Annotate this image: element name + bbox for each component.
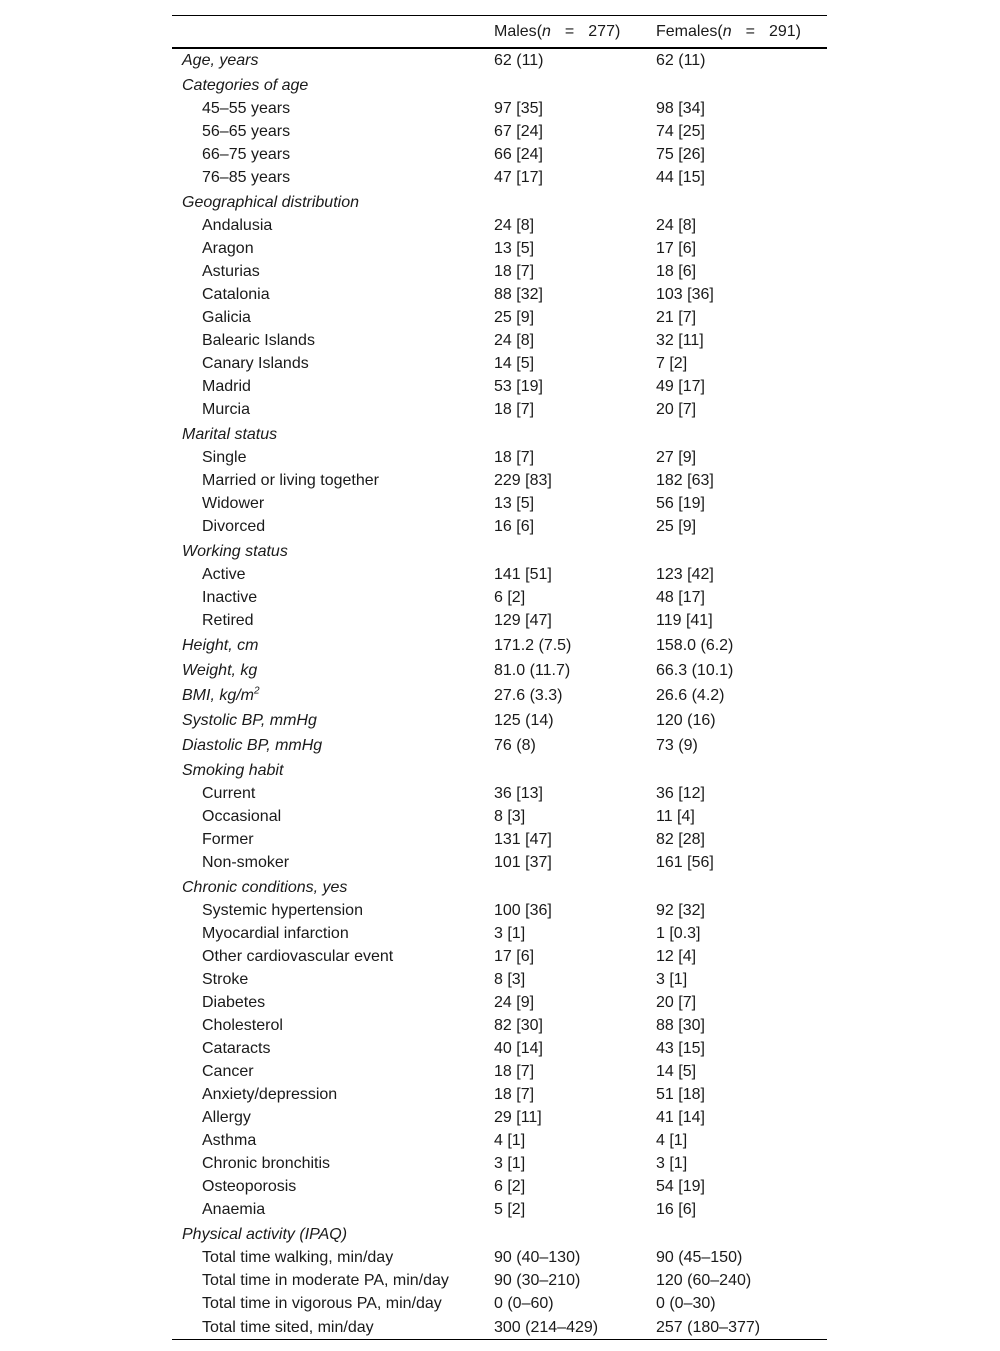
males-value: 67 [24] <box>494 123 543 140</box>
table-row <box>172 469 827 492</box>
males-value: 300 (214–429) <box>484 1315 646 1340</box>
males-value: 3 [1] <box>494 1155 526 1172</box>
females-value: 3 [1] <box>656 1155 688 1172</box>
table-row <box>172 421 827 446</box>
females-value: 11 [4] <box>656 808 695 825</box>
females-value: 98 [34] <box>656 100 705 117</box>
males-value: 62 (11) <box>494 52 544 69</box>
row-item-label <box>172 1152 484 1175</box>
males-value: 29 [11] <box>494 1109 542 1126</box>
row-label-text: Systemic hypertension <box>202 902 363 919</box>
row-item-label <box>172 968 484 991</box>
table-row <box>172 189 827 214</box>
males-value: 13 [5] <box>494 240 535 257</box>
table-row <box>172 609 827 632</box>
row-item-label <box>172 237 484 260</box>
females-value: 73 (9) <box>656 737 698 754</box>
males-value: 6 [2] <box>494 589 526 606</box>
header-females-label: Females <box>656 22 718 40</box>
males-value: 18 [7] <box>494 449 535 466</box>
header-males-label: Males <box>494 22 537 40</box>
table-row <box>172 1246 827 1269</box>
row-item-label <box>172 563 484 586</box>
table-header <box>172 16 827 49</box>
males-value: 24 [8] <box>494 217 535 234</box>
table-row <box>172 1152 827 1175</box>
females-value: 3 [1] <box>656 971 688 988</box>
row-label-superscript: 2 <box>254 685 260 697</box>
males-value: 82 [30] <box>494 1017 543 1034</box>
males-value: 81.0 (11.7) <box>494 662 571 679</box>
table-row <box>172 586 827 609</box>
row-category-label <box>172 657 484 682</box>
row-item-label <box>172 805 484 828</box>
row-label-text: Married or living together <box>202 472 379 489</box>
row-item-label <box>172 260 484 283</box>
characteristics-table <box>172 15 827 1340</box>
row-item-label <box>172 1060 484 1083</box>
table-row <box>172 1198 827 1221</box>
females-value: 82 [28] <box>656 831 705 848</box>
row-item-label <box>172 1037 484 1060</box>
row-item-label <box>172 899 484 922</box>
females-value: 49 [17] <box>656 378 705 395</box>
males-value: 8 [3] <box>494 971 526 988</box>
row-item-label <box>172 446 484 469</box>
table-row <box>172 707 827 732</box>
row-label-text: Height, cm <box>182 637 259 654</box>
row-label-text: Anxiety/depression <box>202 1086 338 1103</box>
males-value: 90 (30–210) <box>494 1272 581 1289</box>
row-label-text: Balearic Islands <box>202 332 315 349</box>
table-row <box>172 352 827 375</box>
females-value: 26.6 (4.2) <box>656 687 725 704</box>
row-label-text: Weight, kg <box>182 662 258 679</box>
females-value: 44 [15] <box>656 169 705 186</box>
females-value: 120 (60–240) <box>656 1272 752 1289</box>
males-value: 0 (0–60) <box>494 1295 554 1312</box>
females-value: 43 [15] <box>656 1040 705 1057</box>
row-label-text: 56–65 years <box>202 123 291 140</box>
table-row <box>172 1083 827 1106</box>
males-value: 141 [51] <box>494 566 552 583</box>
row-category-label <box>172 72 484 97</box>
females-value: 48 [17] <box>656 589 705 606</box>
females-value: 66.3 (10.1) <box>656 662 734 679</box>
males-value: 229 [83] <box>494 472 552 489</box>
table-row <box>172 899 827 922</box>
females-value: 119 [41] <box>656 612 713 629</box>
males-value: 24 [8] <box>494 332 535 349</box>
females-value: 103 [36] <box>656 286 714 303</box>
males-value: 6 [2] <box>494 1178 526 1195</box>
row-label-text: Asthma <box>202 1132 257 1149</box>
table-row <box>172 945 827 968</box>
row-label-text: Marital status <box>182 426 278 443</box>
table-row <box>172 143 827 166</box>
row-label-text: Inactive <box>202 589 258 606</box>
females-value: 25 [9] <box>656 518 697 535</box>
females-value <box>646 1221 827 1246</box>
females-value: 56 [19] <box>656 495 705 512</box>
females-value: 20 [7] <box>656 401 697 418</box>
row-label-text: Cholesterol <box>202 1017 283 1034</box>
males-value: 18 [7] <box>494 401 535 418</box>
table-row <box>172 166 827 189</box>
row-label-text: Geographical distribution <box>182 194 359 211</box>
row-category-label <box>172 1221 484 1246</box>
row-label-text: BMI, kg/m <box>182 687 255 704</box>
row-label-text: Diastolic BP, mmHg <box>182 737 323 754</box>
row-item-label <box>172 1198 484 1221</box>
table-row <box>172 538 827 563</box>
table-row <box>172 237 827 260</box>
males-value <box>484 189 646 214</box>
males-value: 36 [13] <box>494 785 543 802</box>
row-item-label <box>172 1269 484 1292</box>
females-value: 182 [63] <box>656 472 714 489</box>
females-value: 90 (45–150) <box>656 1249 743 1266</box>
males-value: 40 [14] <box>494 1040 543 1057</box>
table-row <box>172 991 827 1014</box>
table-row <box>172 398 827 421</box>
females-value: 27 [9] <box>656 449 697 466</box>
males-value <box>484 421 646 446</box>
row-category-label <box>172 682 484 707</box>
row-label-text: Aragon <box>202 240 254 257</box>
males-value: 129 [47] <box>494 612 552 629</box>
row-label-text: Stroke <box>202 971 249 988</box>
females-value: 17 [6] <box>656 240 697 257</box>
row-label-text: Cancer <box>202 1063 254 1080</box>
characteristics-table-container <box>172 15 827 1340</box>
females-value: 7 [2] <box>656 355 688 372</box>
males-value <box>484 72 646 97</box>
table-row <box>172 563 827 586</box>
table-row <box>172 1037 827 1060</box>
table-row <box>172 851 827 874</box>
females-value <box>646 757 827 782</box>
table-row <box>172 657 827 682</box>
females-value: 36 [12] <box>656 785 705 802</box>
row-item-label <box>172 922 484 945</box>
table-row <box>172 515 827 538</box>
header-females-n-value: 291) <box>768 22 801 40</box>
row-category-label <box>172 757 484 782</box>
row-item-label <box>172 1315 484 1340</box>
row-label-text: Total time in moderate PA, min/day <box>202 1272 449 1289</box>
table-row <box>172 329 827 352</box>
males-value: 5 [2] <box>494 1201 526 1218</box>
females-value: 123 [42] <box>656 566 714 583</box>
males-value: 100 [36] <box>494 902 552 919</box>
row-label-text: Catalonia <box>202 286 270 303</box>
row-label-text: Former <box>202 831 254 848</box>
females-value: 24 [8] <box>656 217 697 234</box>
row-label-text: Current <box>202 785 256 802</box>
table-row <box>172 782 827 805</box>
females-value: 54 [19] <box>656 1178 705 1195</box>
row-item-label <box>172 469 484 492</box>
males-value <box>484 1221 646 1246</box>
row-label-text: Andalusia <box>202 217 273 234</box>
table-row <box>172 968 827 991</box>
row-label-text: Widower <box>202 495 265 512</box>
table-row <box>172 1315 827 1340</box>
row-item-label <box>172 120 484 143</box>
row-label-text: Physical activity (IPAQ) <box>182 1226 348 1243</box>
table-row <box>172 1060 827 1083</box>
header-females-eq: = <box>745 22 755 40</box>
header-females: Females(n = 291) <box>646 16 827 49</box>
row-item-label <box>172 1175 484 1198</box>
row-item-label <box>172 851 484 874</box>
row-label-text: Active <box>202 566 246 583</box>
males-value <box>484 757 646 782</box>
table-row <box>172 120 827 143</box>
row-label-text: Myocardial infarction <box>202 925 349 942</box>
row-item-label <box>172 214 484 237</box>
table-row <box>172 874 827 899</box>
females-value: 62 (11) <box>656 52 706 69</box>
row-item-label <box>172 1083 484 1106</box>
row-category-label <box>172 707 484 732</box>
table-row <box>172 682 827 707</box>
table-row <box>172 97 827 120</box>
row-item-label <box>172 991 484 1014</box>
row-label-text: Canary Islands <box>202 355 309 372</box>
row-item-label <box>172 1292 484 1315</box>
females-value: 32 [11] <box>656 332 704 349</box>
row-label-text: Madrid <box>202 378 251 395</box>
row-label-text: Chronic conditions, yes <box>182 879 348 896</box>
row-item-label <box>172 283 484 306</box>
row-label-text: Galicia <box>202 309 251 326</box>
table-row <box>172 375 827 398</box>
males-value: 3 [1] <box>494 925 526 942</box>
header-females-n-var: n <box>722 22 732 40</box>
table-row <box>172 1292 827 1315</box>
row-label-text: Chronic bronchitis <box>202 1155 331 1172</box>
row-category-label <box>172 538 484 563</box>
females-value <box>646 538 827 563</box>
row-label-text: 76–85 years <box>202 169 291 186</box>
males-value: 8 [3] <box>494 808 526 825</box>
females-value: 12 [4] <box>656 948 697 965</box>
females-value: 20 [7] <box>656 994 697 1011</box>
table-row <box>172 214 827 237</box>
row-item-label <box>172 1014 484 1037</box>
row-category-label <box>172 732 484 757</box>
females-value: 51 [18] <box>656 1086 705 1103</box>
row-label-text: Other cardiovascular event <box>202 948 394 965</box>
row-label-text: Occasional <box>202 808 282 825</box>
row-label-text: Retired <box>202 612 254 629</box>
row-label-text: Cataracts <box>202 1040 271 1057</box>
row-label-text: Anaemia <box>202 1201 266 1218</box>
row-item-label <box>172 782 484 805</box>
females-value: 1 [0.3] <box>656 925 701 942</box>
males-value: 25 [9] <box>494 309 535 326</box>
header-males-eq: = <box>564 22 575 40</box>
row-label-text: Divorced <box>202 518 266 535</box>
table-row <box>172 283 827 306</box>
males-value <box>484 874 646 899</box>
row-label-text: Total time sited, min/day <box>202 1318 374 1336</box>
row-label-text: Single <box>202 449 247 466</box>
row-item-label <box>172 586 484 609</box>
row-category-label <box>172 421 484 446</box>
row-item-label <box>172 1106 484 1129</box>
females-value: 75 [26] <box>656 146 705 163</box>
header-males: Males(n = 277) <box>484 16 646 49</box>
table-row <box>172 1269 827 1292</box>
row-item-label <box>172 166 484 189</box>
males-value: 101 [37] <box>494 854 552 871</box>
row-category-label <box>172 48 484 72</box>
row-item-label <box>172 609 484 632</box>
row-item-label <box>172 1246 484 1269</box>
table-row <box>172 805 827 828</box>
row-label-text: Osteoporosis <box>202 1178 297 1195</box>
males-value: 97 [35] <box>494 100 543 117</box>
females-value: 92 [32] <box>656 902 705 919</box>
header-label-column <box>172 16 484 49</box>
row-item-label <box>172 1129 484 1152</box>
females-value <box>646 189 827 214</box>
row-item-label <box>172 329 484 352</box>
table-row <box>172 48 827 72</box>
males-value: 171.2 (7.5) <box>494 637 572 654</box>
females-value: 74 [25] <box>656 123 705 140</box>
females-value: 41 [14] <box>656 1109 705 1126</box>
males-value: 125 (14) <box>494 712 554 729</box>
row-item-label <box>172 945 484 968</box>
row-category-label <box>172 874 484 899</box>
table-row <box>172 72 827 97</box>
females-value <box>646 421 827 446</box>
row-label-text: Allergy <box>202 1109 251 1126</box>
row-item-label <box>172 828 484 851</box>
table-row <box>172 757 827 782</box>
females-value: 21 [7] <box>656 309 697 326</box>
males-value: 76 (8) <box>494 737 536 754</box>
header-row <box>172 16 827 49</box>
females-value <box>646 874 827 899</box>
males-value: 17 [6] <box>494 948 535 965</box>
females-value: 257 (180–377) <box>646 1315 827 1340</box>
males-value <box>484 538 646 563</box>
females-value: 0 (0–30) <box>656 1295 716 1312</box>
row-label-text: 45–55 years <box>202 100 291 117</box>
row-item-label <box>172 398 484 421</box>
males-value: 18 [7] <box>494 1086 535 1103</box>
row-item-label <box>172 97 484 120</box>
females-value: 161 [56] <box>656 854 714 871</box>
table-row <box>172 260 827 283</box>
row-label-text: Total time in vigorous PA, min/day <box>202 1295 442 1312</box>
row-label-text: Non-smoker <box>202 854 290 871</box>
row-label-text: Murcia <box>202 401 251 418</box>
males-value: 18 [7] <box>494 1063 535 1080</box>
table-row <box>172 922 827 945</box>
females-value <box>646 72 827 97</box>
males-value: 16 [6] <box>494 518 535 535</box>
table-row <box>172 1129 827 1152</box>
males-value: 13 [5] <box>494 495 535 512</box>
females-value: 18 [6] <box>656 263 697 280</box>
females-value: 4 [1] <box>656 1132 688 1149</box>
table-row <box>172 828 827 851</box>
table-row <box>172 492 827 515</box>
row-item-label <box>172 352 484 375</box>
table-row <box>172 1106 827 1129</box>
table-body <box>172 48 827 1340</box>
table-row <box>172 1175 827 1198</box>
females-value: 88 [30] <box>656 1017 705 1034</box>
row-label-text: Age, years <box>182 52 259 69</box>
males-value: 4 [1] <box>494 1132 526 1149</box>
table-row <box>172 1014 827 1037</box>
row-label-text: Smoking habit <box>182 762 284 779</box>
row-item-label <box>172 515 484 538</box>
females-value: 120 (16) <box>656 712 716 729</box>
row-item-label <box>172 492 484 515</box>
table-row <box>172 446 827 469</box>
header-males-n-value: 277) <box>588 22 621 40</box>
row-item-label <box>172 143 484 166</box>
males-value: 53 [19] <box>494 378 543 395</box>
header-males-n-var: n <box>542 22 551 40</box>
table-row <box>172 306 827 329</box>
row-category-label <box>172 189 484 214</box>
males-value: 24 [9] <box>494 994 535 1011</box>
males-value: 47 [17] <box>494 169 543 186</box>
males-value: 131 [47] <box>494 831 552 848</box>
row-label-text: Systolic BP, mmHg <box>182 712 317 729</box>
row-label-text: Total time walking, min/day <box>202 1249 394 1266</box>
row-item-label <box>172 306 484 329</box>
females-value: 16 [6] <box>656 1201 697 1218</box>
row-item-label <box>172 375 484 398</box>
table-row <box>172 1221 827 1246</box>
table-row <box>172 732 827 757</box>
table-row <box>172 632 827 657</box>
females-value: 14 [5] <box>656 1063 697 1080</box>
males-value: 66 [24] <box>494 146 543 163</box>
row-label-text: 66–75 years <box>202 146 291 163</box>
males-value: 27.6 (3.3) <box>494 687 563 704</box>
males-value: 14 [5] <box>494 355 535 372</box>
row-label-text: Diabetes <box>202 994 266 1011</box>
females-value: 158.0 (6.2) <box>656 637 734 654</box>
row-label-text: Asturias <box>202 263 260 280</box>
males-value: 88 [32] <box>494 286 543 303</box>
row-category-label <box>172 632 484 657</box>
row-label-text: Categories of age <box>182 77 309 94</box>
males-value: 90 (40–130) <box>494 1249 581 1266</box>
row-label-text: Working status <box>182 543 288 560</box>
males-value: 18 [7] <box>494 263 535 280</box>
